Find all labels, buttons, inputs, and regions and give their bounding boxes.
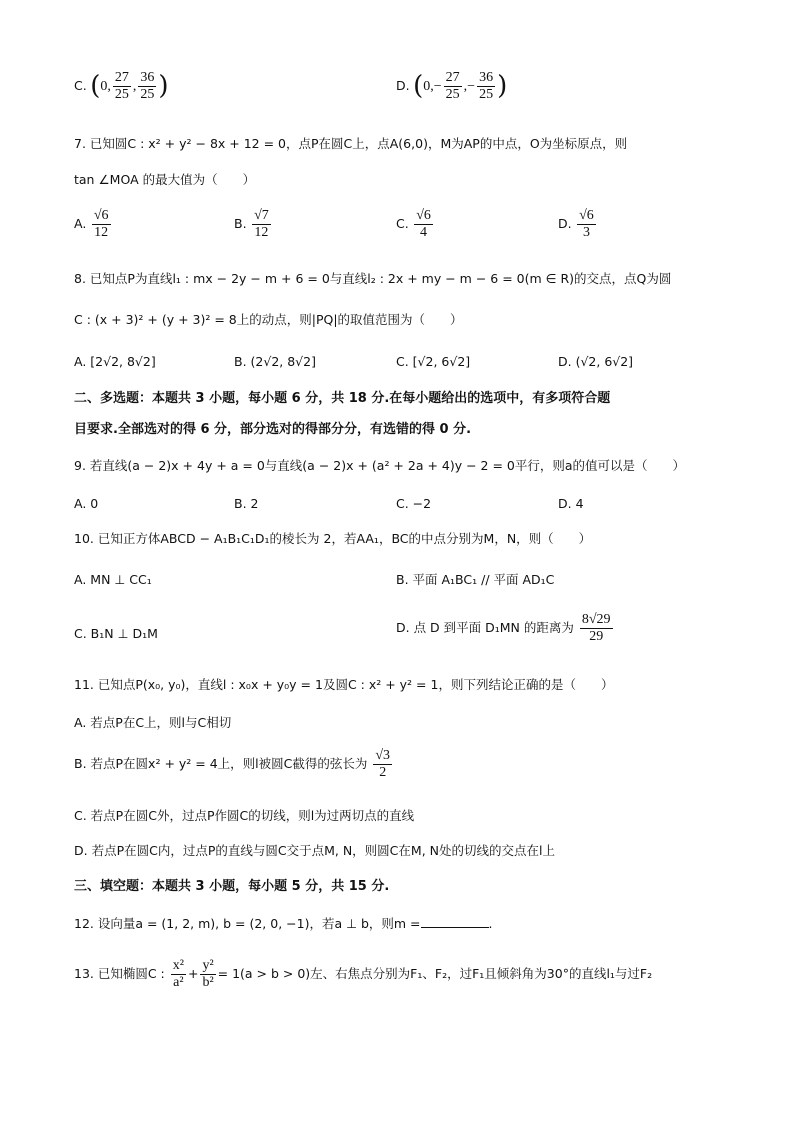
- denominator: 2: [379, 765, 387, 781]
- denominator: 3: [582, 225, 590, 241]
- denominator: 12: [94, 225, 109, 241]
- numerator: √6: [414, 208, 433, 225]
- right-paren: ): [158, 71, 169, 101]
- denominator: 25: [445, 87, 460, 103]
- fraction: [580, 612, 613, 645]
- question-text: 13. 已知椭圆C :: [74, 966, 165, 982]
- fraction: [444, 70, 462, 103]
- option-label: C.: [74, 77, 87, 93]
- numerator: √6: [92, 208, 111, 225]
- q6-option-d: [396, 70, 507, 103]
- q10-option-a: A. MN ⊥ CC₁: [74, 572, 152, 587]
- q12-stem: [74, 915, 492, 931]
- q11-option-a: A. 若点P在C上，则l与C相切: [74, 715, 232, 730]
- q10-option-c: C. B₁N ⊥ D₁M: [74, 626, 158, 641]
- fraction: [477, 70, 495, 103]
- section2-heading-line2: 目要求.全部选对的得 6 分，部分选对的得部分分，有选错的得 0 分.: [74, 422, 472, 437]
- q7-stem-line2: tan ∠MOA 的最大值为（ ）: [74, 172, 256, 187]
- numerator: y²: [200, 958, 215, 975]
- fraction: [171, 958, 186, 991]
- fraction: [113, 70, 131, 103]
- answer-blank[interactable]: [421, 915, 489, 928]
- q11-option-d: D. 若点P在圆C内，过点P的直线与圆C交于点M, N，则圆C在M, N处的切线的交点在l上: [74, 843, 555, 858]
- numerator: 36: [138, 70, 156, 87]
- fraction: [252, 208, 271, 241]
- numerator: 8√29: [580, 612, 613, 629]
- fraction: [373, 748, 392, 781]
- q10-stem: 10. 已知正方体ABCD − A₁B₁C₁D₁的棱长为 2，若AA₁，BC的中点分别为M，N，则（ ）: [74, 531, 592, 546]
- q8-option-c: C. [√2, 6√2]: [396, 354, 471, 369]
- q10-option-d: [396, 612, 615, 645]
- denominator: 25: [114, 87, 129, 103]
- q7-option-c: [396, 208, 435, 241]
- q11-option-c: C. 若点P在圆C外，过点P作圆C的切线，则l为过两切点的直线: [74, 808, 415, 823]
- option-label: A.: [74, 215, 87, 231]
- question-text: 12. 设向量a = (1, 2, m), b = (2, 0, −1)，若a ⊥ b，则m =: [74, 916, 421, 931]
- separator: ,: [132, 78, 137, 94]
- q8-stem-line1: 8. 已知点P为直线l₁ : mx − 2y − m + 6 = 0与直线l₂ : 2x + my − m − 6 = 0(m ∈ R)的交点，点Q为圆: [74, 271, 672, 286]
- q7-stem-line1: 7. 已知圆C : x² + y² − 8x + 12 = 0，点P在圆C上，点A(6,0)，M为AP的中点，O为坐标原点，则: [74, 136, 628, 151]
- denominator: a²: [173, 975, 184, 991]
- option-label: D.: [558, 215, 572, 231]
- numerator: √6: [577, 208, 596, 225]
- numerator: 27: [113, 70, 131, 87]
- question-text-rest: = 1(a > b > 0)左、右焦点分别为F₁、F₂，过F₁且倾斜角为30°的直线l₁与过F₂: [217, 966, 653, 982]
- denominator: 4: [420, 225, 428, 241]
- section2-heading-line1: 二、多选题：本题共 3 小题，每小题 6 分，共 18 分.在每小题给出的选项中，有多项符合题: [74, 391, 611, 406]
- q7-option-b: [234, 208, 273, 241]
- option-label: C.: [396, 215, 409, 231]
- fraction: [138, 70, 156, 103]
- fraction: [92, 208, 111, 241]
- fraction: [577, 208, 596, 241]
- q9-option-a: A. 0: [74, 496, 99, 511]
- q8-stem-line2: C : (x + 3)² + (y + 3)² = 8上的动点，则|PQ|的取值范围为（ ）: [74, 312, 463, 327]
- left-paren: (: [413, 71, 424, 101]
- numerator: 27: [444, 70, 462, 87]
- q9-option-c: C. −2: [396, 496, 432, 511]
- right-paren: ): [497, 71, 508, 101]
- q11-option-b: [74, 748, 394, 781]
- q8-option-d: D. (√2, 6√2]: [558, 354, 634, 369]
- q10-option-b: B. 平面 A₁BC₁ // 平面 AD₁C: [396, 572, 555, 587]
- q9-stem: 9. 若直线(a − 2)x + 4y + a = 0与直线(a − 2)x + (a² + 2a + 4)y − 2 = 0平行，则a的值可以是（ ）: [74, 458, 686, 473]
- denominator: 29: [589, 629, 604, 645]
- q9-option-d: D. 4: [558, 496, 584, 511]
- numerator: √3: [373, 748, 392, 765]
- q7-option-a: [74, 208, 113, 241]
- fraction: [200, 958, 215, 991]
- fraction: [414, 208, 433, 241]
- q11-stem: 11. 已知点P(x₀, y₀)，直线l : x₀x + y₀y = 1及圆C : x² + y² = 1，则下列结论正确的是（ ）: [74, 677, 614, 692]
- numerator: 36: [477, 70, 495, 87]
- option-text: D. 点 D 到平面 D₁MN 的距离为: [396, 620, 574, 636]
- denominator: 25: [479, 87, 494, 103]
- denominator: 25: [140, 87, 155, 103]
- numerator: √7: [252, 208, 271, 225]
- denominator: b²: [202, 975, 214, 991]
- left-paren: (: [90, 71, 101, 101]
- denominator: 12: [254, 225, 269, 241]
- q8-option-b: B. (2√2, 8√2]: [234, 354, 316, 369]
- separator: ,−: [463, 78, 476, 94]
- option-label: D.: [396, 77, 410, 93]
- option-text: B. 若点P在圆x² + y² = 4上，则l被圆C截得的弦长为: [74, 756, 368, 772]
- q13-stem: [74, 958, 652, 991]
- period: .: [488, 916, 493, 931]
- q6-option-c: [74, 70, 169, 103]
- numerator: x²: [171, 958, 186, 975]
- option-label: B.: [234, 215, 247, 231]
- option-value: 0,: [100, 78, 111, 94]
- q9-option-b: B. 2: [234, 496, 259, 511]
- section3-heading: 三、填空题：本题共 3 小题，每小题 5 分，共 15 分.: [74, 879, 390, 894]
- q8-option-a: A. [2√2, 8√2]: [74, 354, 156, 369]
- plus-sign: +: [187, 966, 199, 982]
- q7-option-d: [558, 208, 598, 241]
- option-value: 0,−: [423, 78, 442, 94]
